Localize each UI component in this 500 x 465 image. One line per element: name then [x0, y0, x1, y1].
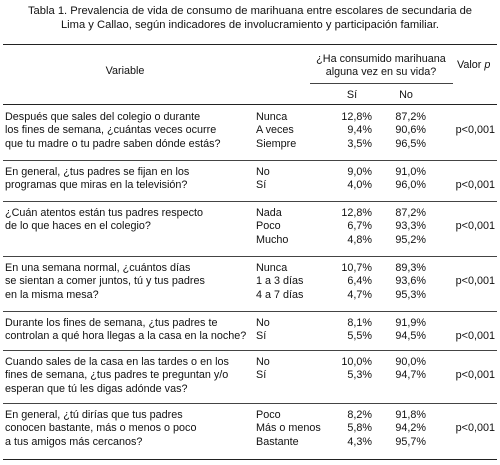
category-label: Siempre [256, 137, 297, 150]
no-percentage: 96,5% [395, 137, 426, 150]
category-label: Nada [256, 207, 282, 219]
category-label: No [256, 166, 270, 178]
si-percentage: 5,8% [347, 422, 372, 435]
no-percentage: 90,6% [395, 124, 426, 137]
category-label: Nunca [256, 111, 288, 123]
si-percentage: 9,0% [347, 166, 372, 178]
category-label: 1 a 3 días [256, 275, 304, 288]
question-text-line: que tu madre o tu padre saben dónde estás? [5, 137, 221, 150]
si-percentage: 6,4% [347, 275, 372, 288]
no-percentage: 95,2% [395, 233, 426, 246]
category-label: A veces [256, 124, 294, 137]
no-percentage: 95,7% [395, 435, 426, 448]
si-percentage: 10,7% [341, 262, 372, 274]
si-percentage: 10,0% [341, 356, 372, 368]
si-percentage: 8,2% [347, 409, 372, 421]
no-percentage: 87,2% [395, 111, 426, 123]
header-question-line-1: ¿Ha consumido marihuana [316, 53, 446, 65]
category-label: Poco [256, 409, 281, 421]
si-percentage: 4,3% [347, 435, 372, 448]
question-text-line: se sientan a comer juntos, tú y tus padres [5, 275, 205, 288]
category-label: Más o menos [256, 422, 321, 435]
question-text-line: En una semana normal, ¿cuántos días [5, 262, 191, 274]
si-percentage: 8,1% [347, 317, 372, 329]
question-text-line: En general, ¿tú dirías que tus padres [5, 409, 183, 421]
no-percentage: 93,3% [395, 220, 426, 233]
header-subrule [310, 83, 453, 84]
table-title-line-2: Lima y Callao, según indicadores de involucramiento y participación familiar. [60, 19, 440, 31]
group-separator [3, 350, 497, 351]
question-text-line: conocen bastante, más o menos o poco [5, 422, 197, 435]
header-question-line-2: alguna vez en su vida? [325, 66, 437, 78]
header-si: Sí [346, 89, 358, 101]
si-percentage: 12,8% [341, 111, 372, 123]
no-percentage: 96,0% [395, 179, 426, 192]
question-text-line: de lo que haces en el colegio? [5, 220, 151, 233]
si-percentage: 5,3% [347, 369, 372, 382]
bottom-rule [3, 459, 497, 460]
si-percentage: 4,0% [347, 179, 372, 192]
table-title [0, 4, 500, 32]
no-percentage: 91,8% [395, 409, 426, 421]
si-percentage: 4,7% [347, 288, 372, 301]
p-value: p<0,001 [455, 220, 495, 233]
no-percentage: 94,7% [395, 369, 426, 382]
category-label: Sí [256, 369, 267, 382]
header-variable: Variable [105, 65, 145, 77]
no-percentage: 93,6% [395, 275, 426, 288]
si-percentage: 12,8% [341, 207, 372, 219]
question-text-line: Cuando sales de la casa en las tardes o en los [5, 356, 229, 368]
question-text-line: fines de semana, ¿tus padres te preguntan y/o [5, 369, 229, 382]
group-separator [3, 201, 497, 202]
p-value: p<0,001 [455, 369, 495, 382]
header-bottom-rule [3, 104, 497, 105]
no-percentage: 94,5% [395, 330, 426, 343]
category-label: Poco [256, 220, 281, 233]
si-percentage: 5,5% [347, 330, 372, 343]
no-percentage: 87,2% [395, 207, 426, 219]
group-separator [3, 311, 497, 312]
no-percentage: 90,0% [395, 356, 426, 368]
si-percentage: 4,8% [347, 233, 372, 246]
table-title-line-1: Tabla 1. Prevalencia de vida de consumo de marihuana entre escolares de secundaria de [27, 5, 473, 17]
no-percentage: 91,9% [395, 317, 426, 329]
header-no: No [399, 89, 413, 101]
header-valor-p: Valor p [457, 59, 491, 71]
no-percentage: 89,3% [395, 262, 426, 274]
category-label: Sí [256, 330, 267, 343]
question-text-line: programas que miras en la televisión? [5, 179, 188, 192]
question-text-line: controlan a qué hora llegas a la casa en la noche? [5, 330, 247, 343]
si-percentage: 9,4% [347, 124, 372, 137]
p-value: p<0,001 [455, 422, 495, 435]
question-text-line: Después que sales del colegio o durante [5, 111, 201, 123]
category-label: Bastante [256, 435, 299, 448]
no-percentage: 95,3% [395, 288, 426, 301]
question-text-line: Durante los fines de semana, ¿tus padres te [5, 317, 218, 329]
question-text-line: ¿Cuán atentos están tus padres respecto [5, 207, 204, 219]
no-percentage: 94,2% [395, 422, 426, 435]
question-text-line: los fines de semana, ¿cuántas veces ocurre [5, 124, 217, 137]
group-separator [3, 160, 497, 161]
group-separator [3, 256, 497, 257]
question-text-line: a tus amigos más cercanos? [5, 435, 143, 448]
no-percentage: 91,0% [395, 166, 426, 178]
p-value: p<0,001 [455, 275, 495, 288]
p-value: p<0,001 [455, 330, 495, 343]
question-text-line: En general, ¿tus padres se fijan en los [5, 166, 190, 178]
category-label: No [256, 317, 270, 329]
question-text-line: en la misma mesa? [5, 288, 99, 301]
category-label: 4 a 7 días [256, 288, 304, 301]
category-label: Sí [256, 179, 267, 192]
p-value: p<0,001 [455, 179, 495, 192]
question-text-line: esperan que tú les digas adónde vas? [5, 382, 188, 395]
si-percentage: 6,7% [347, 220, 372, 233]
category-label: Nunca [256, 262, 288, 274]
p-value: p<0,001 [455, 124, 495, 137]
si-percentage: 3,5% [347, 137, 372, 150]
top-rule [3, 44, 497, 45]
group-separator [3, 403, 497, 404]
category-label: Mucho [256, 233, 289, 246]
category-label: No [256, 356, 270, 368]
